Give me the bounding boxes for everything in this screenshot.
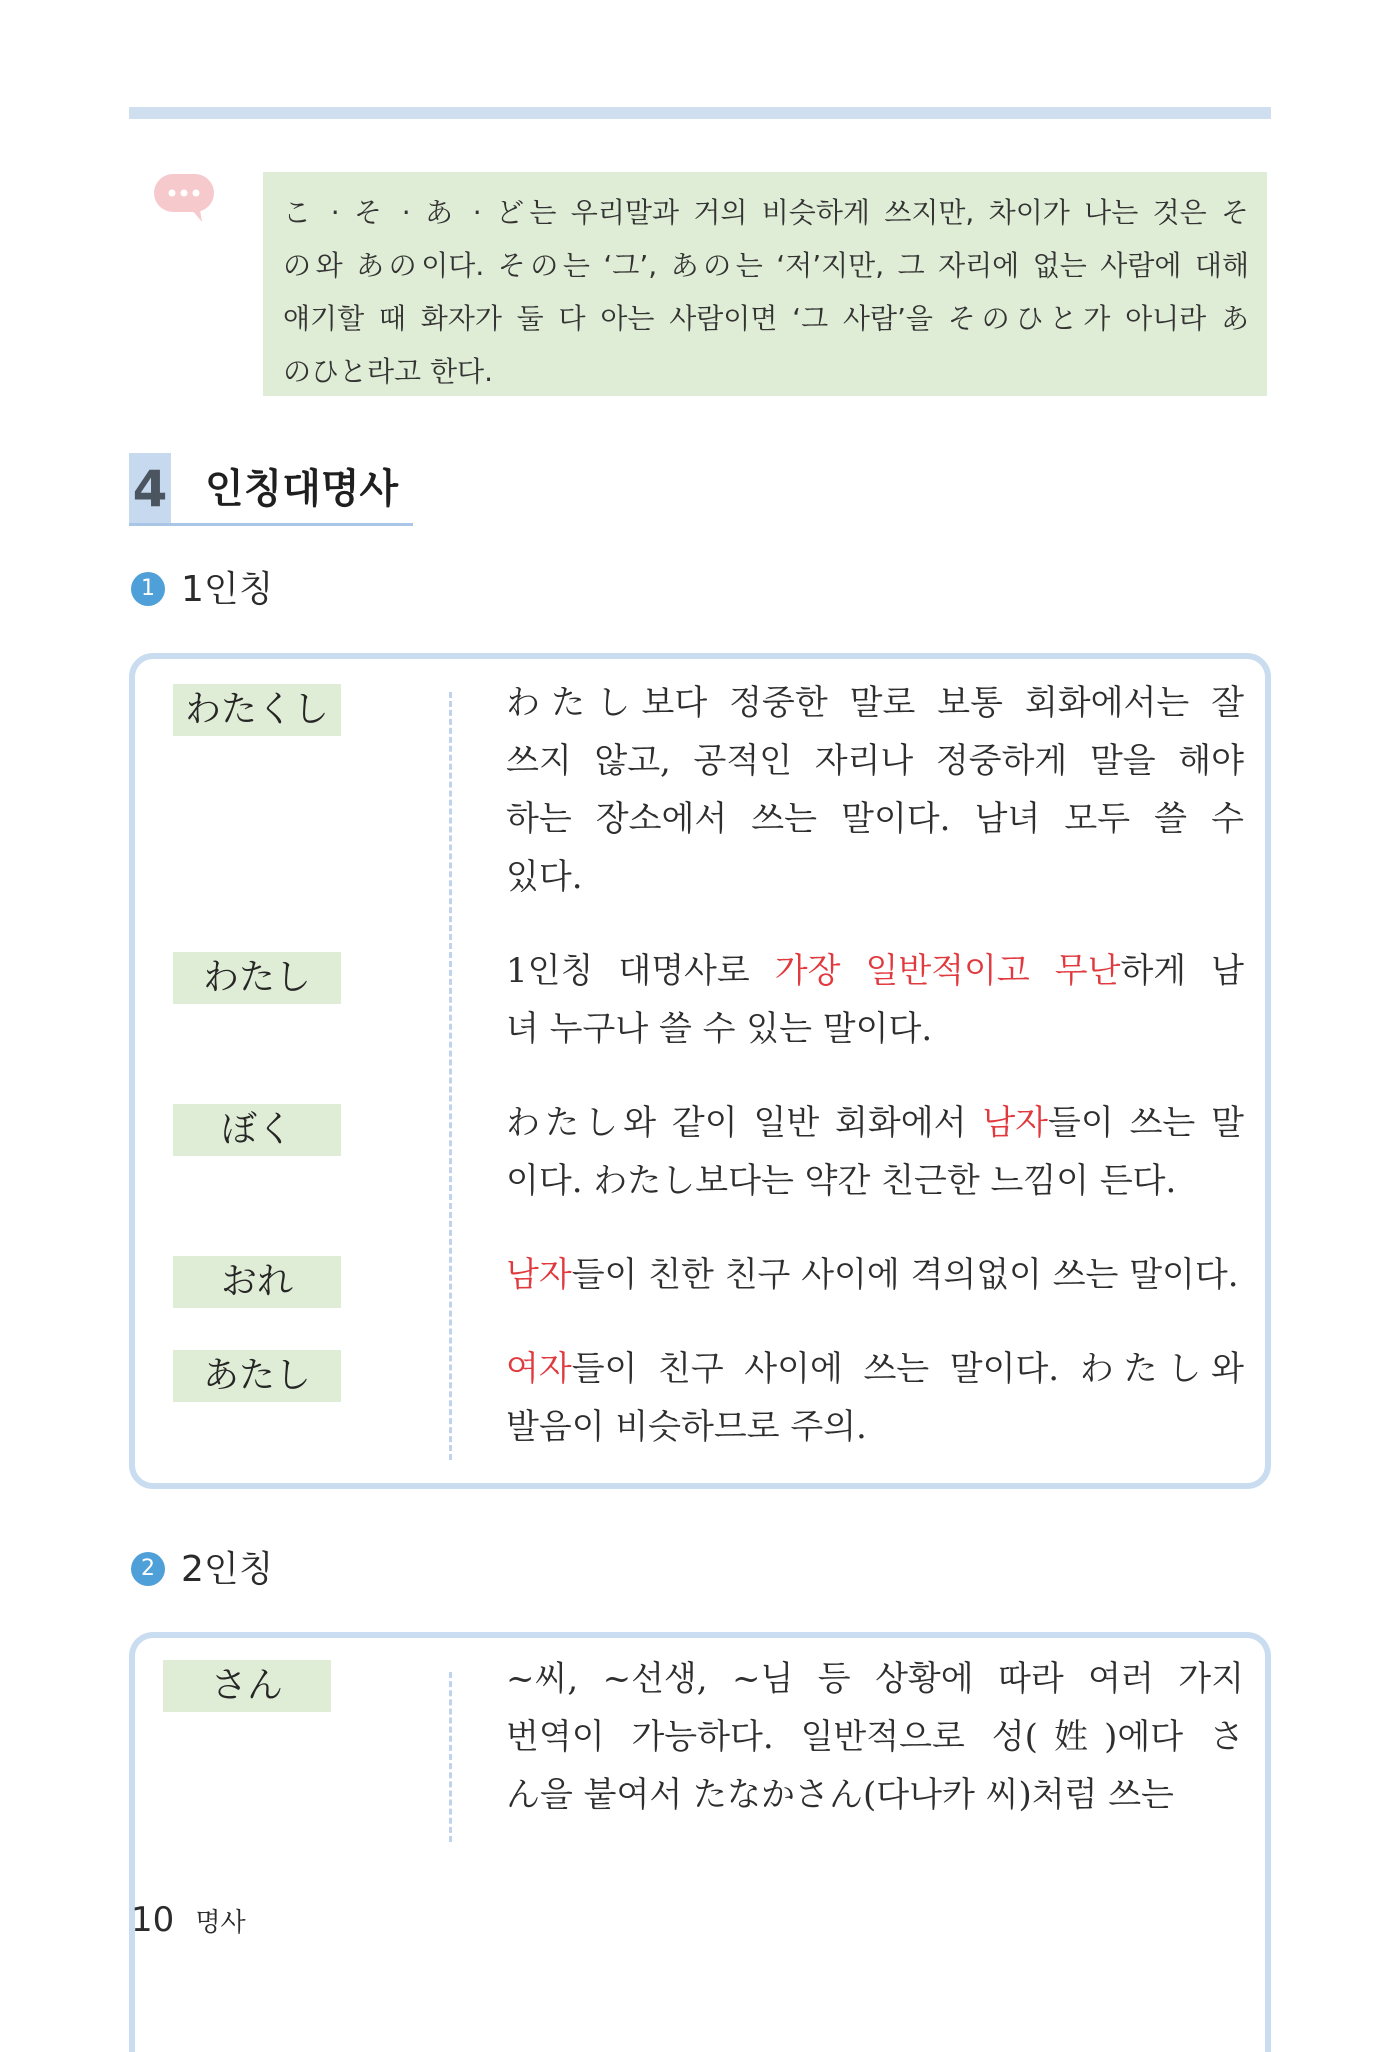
text-segment: わたし와 같이 일반 회화에서: [506, 1103, 983, 1143]
subsection-title: 2인칭: [181, 1549, 274, 1590]
text-segment: ~씨, ~선생, ~님 등 상황에 따라 여러 가지: [506, 1659, 1244, 1699]
text-segment: 1인칭 대명사로: [506, 951, 775, 991]
note-line: 얘기할 때 화자가 둘 다 아는 사람이면 ‘그 사람’을 そのひと가 아니라 あ: [283, 302, 1249, 335]
text-segment: 있다.: [506, 857, 583, 897]
page-footer: [131, 1900, 246, 1940]
description-line: [506, 1766, 1244, 1824]
highlighted-text: 남자: [982, 1103, 1049, 1143]
text-segment: 들이 친구 사이에 쓰는 말이다. わたし와: [571, 1349, 1244, 1389]
term-description: [506, 1340, 1244, 1456]
description-line: [506, 1340, 1244, 1398]
term-description: [506, 942, 1244, 1058]
description-line: [506, 942, 1244, 1000]
note-box: [263, 172, 1267, 396]
subsection-number-badge: 1: [131, 572, 165, 606]
highlighted-text: 여자: [506, 1349, 572, 1389]
text-segment: 이다. わたし보다는 약간 친근한 느낌이 든다.: [506, 1161, 1177, 1201]
term-label: おれ: [173, 1256, 341, 1308]
description-line: [506, 674, 1244, 732]
description-line: [506, 790, 1244, 848]
term-description: [506, 1650, 1244, 1824]
speech-bubble-icon: [152, 172, 216, 224]
text-segment: 들이 친한 친구 사이에 격의없이 쓰는 말이다.: [571, 1255, 1239, 1295]
text-segment: 녀 누구나 쓸 수 있는 말이다.: [506, 1009, 933, 1049]
term-description: [506, 1094, 1244, 1210]
description-line: [506, 1000, 1244, 1058]
section-heading: [129, 453, 413, 526]
term-description: [506, 1246, 1244, 1304]
column-divider: [449, 1672, 452, 1842]
description-line: [506, 732, 1244, 790]
term-label: あたし: [173, 1350, 341, 1402]
column-divider: [449, 692, 452, 1460]
note-line: こ · そ · あ · ど는 우리말과 거의 비슷하게 쓰지만, 차이가 나는 것은 そ: [283, 196, 1249, 229]
term-description: [506, 674, 1244, 906]
section-number: 4: [129, 453, 171, 523]
subsection-title: 1인칭: [181, 569, 274, 610]
term-label: さん: [163, 1660, 331, 1712]
text-segment: 하는 장소에서 쓰는 말이다. 남녀 모두 쓸 수: [506, 799, 1244, 839]
description-line: [506, 1398, 1244, 1456]
top-rule: [129, 107, 1271, 119]
description-line: [506, 848, 1244, 906]
text-segment: 발음이 비슷하므로 주의.: [506, 1407, 867, 1447]
text-segment: 하게 남: [1120, 951, 1244, 991]
section-title: 인칭대명사: [205, 466, 399, 512]
text-segment: 번역이 가능하다. 일반적으로 성(姓)에다 さ: [506, 1717, 1244, 1757]
description-line: [506, 1152, 1244, 1210]
term-label: わたくし: [173, 684, 341, 736]
description-line: [506, 1708, 1244, 1766]
note-line: の와 あの이다. その는 ‘그’, あの는 ‘저’지만, 그 자리에 없는 사람에 대해: [283, 249, 1249, 282]
page-number: 10: [131, 1900, 175, 1940]
subsection-number-badge: 2: [131, 1552, 165, 1586]
term-label: わたし: [173, 952, 341, 1004]
term-label: ぼく: [173, 1104, 341, 1156]
chapter-label: 명사: [195, 1907, 246, 1938]
description-line: [506, 1650, 1244, 1708]
highlighted-text: 가장 일반적이고 무난: [774, 951, 1121, 991]
text-segment: 들이 쓰는 말: [1048, 1103, 1244, 1143]
highlighted-text: 남자: [506, 1255, 572, 1295]
text-segment: わたし보다 정중한 말로 보통 회화에서는 잘: [506, 683, 1244, 723]
description-line: [506, 1246, 1244, 1304]
description-line: [506, 1094, 1244, 1152]
text-segment: ん을 붙여서 たなかさん(다나카 씨)처럼 쓰는: [506, 1775, 1174, 1815]
note-line: のひと라고 한다.: [283, 355, 493, 388]
text-segment: 쓰지 않고, 공적인 자리나 정중하게 말을 해야: [506, 741, 1244, 781]
